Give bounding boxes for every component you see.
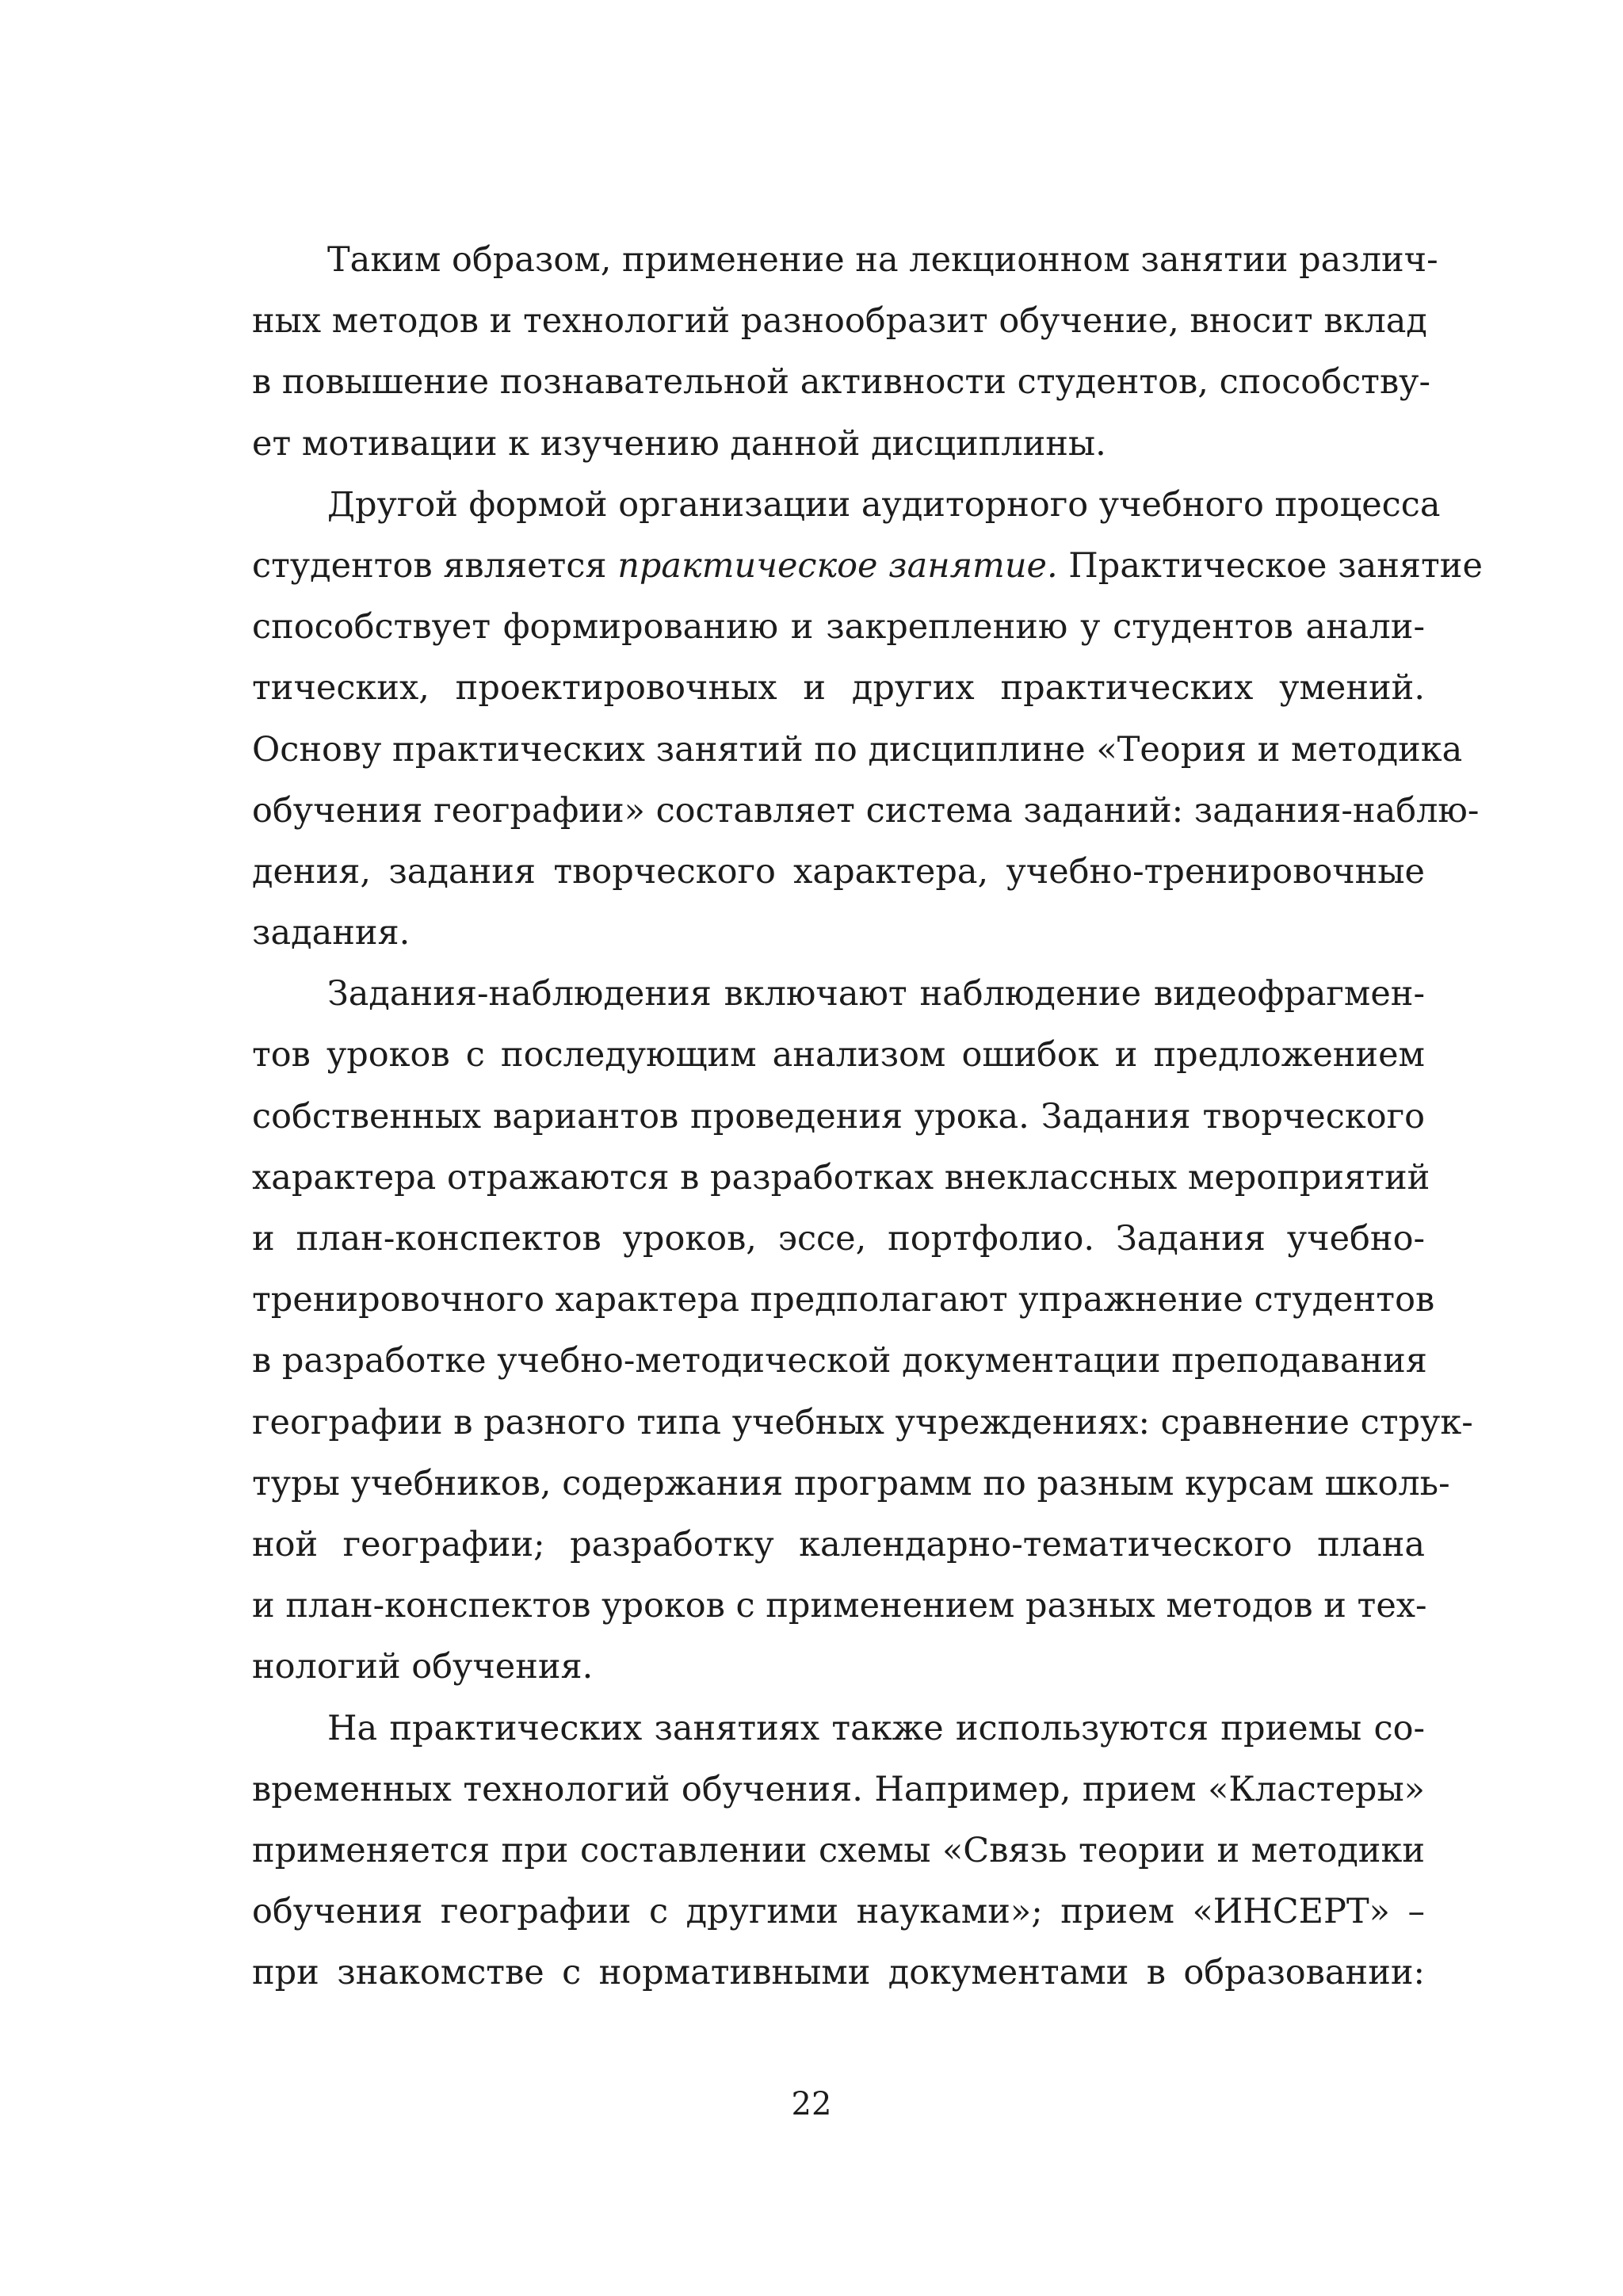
text-line: в разработке учебно-методической документации преподавания: [252, 1341, 1427, 1381]
italic-term: практическое занятие.: [617, 545, 1058, 586]
text-line: Таким образом, применение на лекционном занятии различ-: [327, 240, 1438, 280]
text-line: способствует формированию и закреплению у студентов анали-: [252, 607, 1425, 648]
text-run: студентов является: [252, 545, 618, 586]
text-line: при знакомстве с нормативными документами в образовании:: [252, 1953, 1425, 1993]
text-line: туры учебников, содержания программ по разным курсам школь-: [252, 1463, 1450, 1503]
text-line: тических, проектировочных и других практических умений.: [252, 668, 1425, 709]
text-line: [252, 536, 1483, 597]
text-line: характера отражаются в разработках внеклассных мероприятий: [252, 1157, 1430, 1198]
text-line: ет мотивации к изучению данной дисциплины.: [252, 423, 1106, 464]
text-line: географии в разного типа учебных учреждениях: сравнение струк-: [252, 1402, 1473, 1442]
text-line: в повышение познавательной активности студентов, способству-: [252, 362, 1430, 403]
text-line: тренировочного характера предполагают упражнение студентов: [252, 1280, 1435, 1320]
body-text: [252, 230, 1483, 2004]
text-line: обучения географии» составляет система заданий: задания-наблю-: [252, 790, 1480, 831]
text-line: временных технологий обучения. Например, прием «Кластеры»: [252, 1769, 1425, 1809]
paragraph-1: [252, 230, 1438, 475]
text-line: применяется при составлении схемы «Связь теории и методики: [252, 1830, 1425, 1870]
text-line: Основу практических занятий по дисциплине «Теория и методика: [252, 729, 1463, 770]
text-line: ной географии; разработку календарно-тематического плана: [252, 1524, 1425, 1564]
text-line: тов уроков с последующим анализом ошибок и предложением: [252, 1035, 1425, 1075]
text-line: ных методов и технологий разнообразит обучение, вносит вклад: [252, 301, 1427, 342]
text-line: и план-конспектов уроков, эссе, портфолио. Задания учебно-: [252, 1219, 1425, 1259]
paragraph-4: [252, 1698, 1425, 2004]
text-line: Другой формой организации аудиторного учебного процесса: [327, 484, 1441, 525]
text-line: обучения географии с другими науками»; прием «ИНСЕРТ» –: [252, 1892, 1425, 1932]
text-line: и план-конспектов уроков с применением разных методов и тех-: [252, 1586, 1427, 1626]
paragraph-2: [252, 475, 1483, 965]
text-line: собственных вариантов проведения урока. Задания творческого: [252, 1096, 1425, 1137]
text-line: дения, задания творческого характера, учебно-тренировочные: [252, 851, 1425, 892]
text-run: Практическое занятие: [1057, 545, 1483, 586]
text-line: задания.: [252, 913, 411, 953]
text-line: Задания-наблюдения включают наблюдение видеофрагмен-: [327, 974, 1425, 1014]
text-line: На практических занятиях также используются приемы со-: [327, 1708, 1425, 1748]
text-line: нологий обучения.: [252, 1647, 594, 1687]
page-number: 22: [791, 2086, 832, 2122]
paragraph-3: [252, 964, 1473, 1698]
